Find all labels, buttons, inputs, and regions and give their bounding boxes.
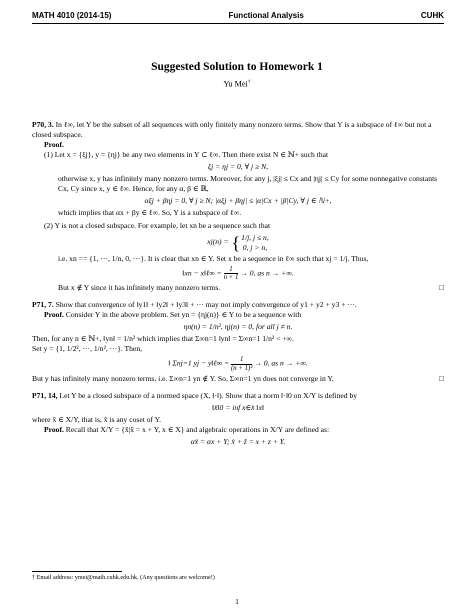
running-header <box>32 11 444 22</box>
qed-symbol: □ <box>439 283 444 293</box>
piecewise-cases <box>231 233 269 252</box>
proof-intro: Proof. Recall that X/Y = {x̂|x̂ = x + Y, x ∈ X} and algebraic operations in X/Y are defined as: <box>44 424 330 434</box>
problem-p71-7 <box>32 300 444 383</box>
proof-part2-body: i.e. xn == {1, ···, 1/n, 0, ···}. It is clear that xn ∈ Y. Set x be a sequence in ℓ∞ such that xj = 1/j. Thus, <box>58 254 369 264</box>
problem-label: P71, 14, <box>32 390 58 400</box>
author-footnote-mark: † <box>247 79 251 85</box>
piecewise-case-2: 0, j > n, <box>242 242 268 252</box>
proof-part1-body: otherwise x, y has infinitely many nonzero terms. Moreover, for any j, |ξj| ≤ Cx and |ηj| ≤ Cy for some nonnegative constants Cx, Cy since x, y ∈ ℓ∞. Hence, for any α, β ∈ ℝ, <box>58 174 438 194</box>
problem-label: P71, 7. <box>32 300 54 310</box>
proof-part1-conclusion: which implies that αx + βy ∈ ℓ∞. So, Y is a subspace of ℓ∞. <box>58 208 242 218</box>
proof-heading: Proof. <box>44 140 64 150</box>
equation-linear-combination: αξj + βηj = 0, ∀ j ≥ N; |αξj + βηj| ≤ |α|Cx + |β|Cy, ∀ j ∈ ℕ+, <box>144 196 332 206</box>
author-name: Yu Mei <box>223 79 248 89</box>
problem-text: Show that convergence of ‖y1‖ + ‖y2‖ + ‖y3‖ + ··· may not imply convergence of y1 + y2 + y3 + ···. <box>53 300 357 310</box>
coset-explanation: where x̂ ∈ X/Y, that is, x̂ is any coset of Y. <box>32 414 162 424</box>
problem-p71-14 <box>32 391 444 447</box>
proof-part1-intro: (1) Let x = {ξj}, y = {ηj} be any two elements in Y ⊂ ℓ∞. Then there exist N ∈ ℕ+ such that <box>44 150 329 160</box>
equation-piecewise-sequence <box>32 233 444 252</box>
footnote-rule <box>32 571 122 572</box>
proof-heading: Proof. <box>44 424 64 434</box>
author-line <box>0 79 474 91</box>
piecewise-case-1: 1/j, j ≤ n, <box>241 233 269 243</box>
document-body <box>32 120 444 449</box>
fraction <box>224 266 239 281</box>
equation-partial-sum-limit <box>32 356 444 371</box>
proof-heading: Proof. <box>44 310 64 320</box>
proof-set-y: Set y = {1, 1/2², ···, 1/n², ···}. Then, <box>32 344 143 354</box>
problem-statement <box>32 391 444 401</box>
proof-part2-conclusion: But x ∉ Y since it has infinitely many nonzero terms. □ <box>58 283 444 293</box>
proof-intro: Proof. Consider Y in the above problem. Set yn = {ηj(n)} ∈ Y to be a sequence with <box>44 310 302 320</box>
header-institution: CUHK <box>420 11 444 20</box>
partial-sum-rhs: → 0, as n → +∞. <box>254 358 308 368</box>
norm-limit-lhs: ‖xn − x‖ℓ∞ = <box>182 268 222 278</box>
left-brace-symbol: { <box>231 232 241 253</box>
fraction-numerator: 1 <box>231 356 252 364</box>
problem-text: Let Y be a closed subspace of a normed space (X, ‖·‖). Show that a norm ‖·‖0 on X/Y is defined by <box>57 390 358 400</box>
proof-part2-intro: (2) Y is not a closed subspace. For example, let xn be a sequence such that <box>44 221 271 231</box>
problem-text: In ℓ∞, let Y be the subset of all sequences with only finitely many nonzero terms. Show that Y is a subspace of ℓ∞ but not a closed subspace. <box>32 120 432 140</box>
fraction <box>231 356 252 371</box>
equation-norm-limit <box>32 266 444 281</box>
footnote: † Email address: ymei@math.cuhk.edu.hk. (Any questions are welcome!) <box>32 574 215 581</box>
problem-statement <box>32 120 444 140</box>
equation-quotient-operations: αx̂ = αx + Y; x̂ + ž = x + z + Y. <box>190 436 286 446</box>
proof-conclusion: But y has infinitely many nonzero terms, i.e. Σ∞n=1 yn ∉ Y. So, Σ∞n=1 yn does not converge in Y. □ <box>32 373 444 383</box>
header-rule <box>32 23 444 24</box>
fraction-denominator: (n + 1)² <box>231 364 253 372</box>
piecewise-lhs: xj(n) = <box>207 237 229 247</box>
document-title: Suggested Solution to Homework 1 <box>151 61 323 73</box>
qed-symbol: □ <box>439 373 444 383</box>
header-course: MATH 4010 (2014-15) <box>32 11 112 20</box>
problem-p70-3 <box>32 120 444 293</box>
fraction-numerator: 1 <box>224 266 239 274</box>
norm-limit-rhs: → 0, as n → +∞. <box>240 268 294 278</box>
problem-label: P70, 3. <box>32 120 54 129</box>
equation-sequence-definition: ηn(n) = 1/n², ηj(n) = 0, for all j ≠ n. <box>183 322 293 332</box>
fraction-denominator: n + 1 <box>223 274 239 282</box>
page-number: 1 <box>235 597 239 606</box>
header-subject: Functional Analysis <box>228 11 304 20</box>
equation-vanishing-terms: ξj = ηj = 0, ∀ j ≥ N, <box>207 162 269 172</box>
proof-norm-sum: Then, for any n ∈ ℕ+, ‖yn‖ = 1/n² which implies that Σ∞n=1 ‖yn‖ = Σ∞n=1 1/n² < +∞. <box>32 334 294 344</box>
equation-quotient-norm: ‖x̂‖0 = inf x∈x̂ ‖x‖ <box>211 402 265 412</box>
problem-statement <box>32 300 444 310</box>
partial-sum-lhs: ‖ Σnj=1 yj − y‖ℓ∞ = <box>168 358 230 368</box>
